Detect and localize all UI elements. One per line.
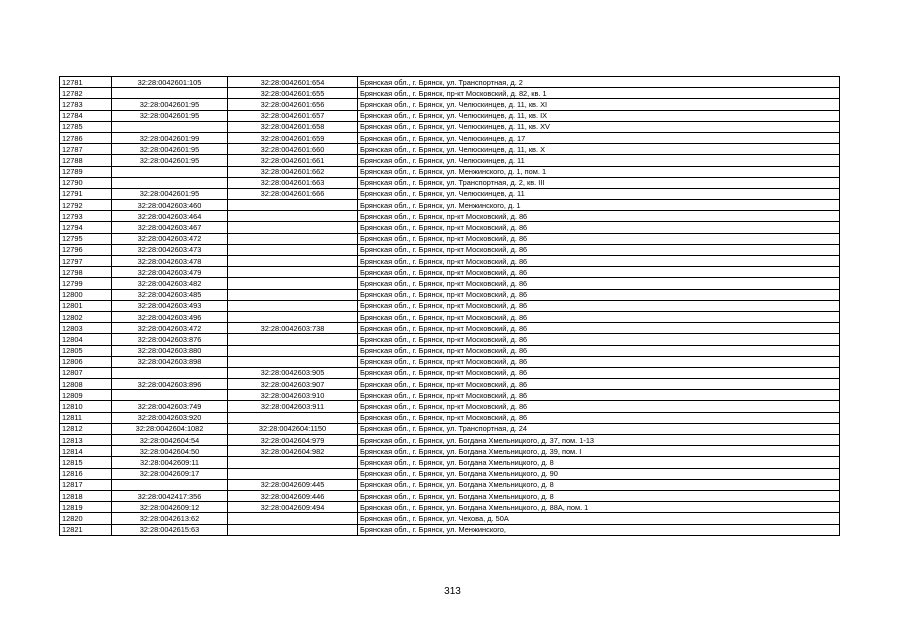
address-cell: Брянская обл., г. Брянск, ул. Челюскинцев, д. 17 (358, 132, 840, 143)
new-cadastral-number-cell (228, 289, 358, 300)
address-cell: Брянская обл., г. Брянск, ул. Богдана Хмельницкого, д. 88А, пом. 1 (358, 502, 840, 513)
new-cadastral-number-cell: 32:28:0042601:663 (228, 177, 358, 188)
table-row (60, 132, 840, 143)
address-cell: Брянская обл., г. Брянск, ул. Транспортная, д. 2, кв. III (358, 177, 840, 188)
page-number: 313 (444, 586, 461, 597)
address-cell: Брянская обл., г. Брянск, пр-кт Московский, д. 86 (358, 412, 840, 423)
old-cadastral-number-cell: 32:28:0042603:876 (112, 334, 228, 345)
old-cadastral-number-cell: 32:28:0042603:478 (112, 256, 228, 267)
row-number-cell: 12801 (60, 300, 112, 311)
address-cell: Брянская обл., г. Брянск, ул. Транспортная, д. 24 (358, 423, 840, 434)
address-cell: Брянская обл., г. Брянск, пр-кт Московский, д. 86 (358, 311, 840, 322)
old-cadastral-number-cell: 32:28:0042603:479 (112, 267, 228, 278)
table-row (60, 457, 840, 468)
address-cell: Брянская обл., г. Брянск, ул. Менжинского, д. 1, пом. 1 (358, 166, 840, 177)
old-cadastral-number-cell: 32:28:0042609:12 (112, 502, 228, 513)
new-cadastral-number-cell (228, 524, 358, 535)
row-number-cell: 12791 (60, 188, 112, 199)
row-number-cell: 12811 (60, 412, 112, 423)
old-cadastral-number-cell: 32:28:0042603:880 (112, 345, 228, 356)
old-cadastral-number-cell: 32:28:0042613:62 (112, 513, 228, 524)
new-cadastral-number-cell (228, 211, 358, 222)
new-cadastral-number-cell (228, 256, 358, 267)
new-cadastral-number-cell: 32:28:0042609:445 (228, 479, 358, 490)
table-row (60, 278, 840, 289)
new-cadastral-number-cell: 32:28:0042609:446 (228, 490, 358, 501)
row-number-cell: 12797 (60, 256, 112, 267)
row-number-cell: 12813 (60, 435, 112, 446)
row-number-cell: 12815 (60, 457, 112, 468)
address-cell: Брянская обл., г. Брянск, пр-кт Московский, д. 86 (358, 244, 840, 255)
address-cell: Брянская обл., г. Брянск, пр-кт Московский, д. 86 (358, 267, 840, 278)
row-number-cell: 12806 (60, 356, 112, 367)
row-number-cell: 12817 (60, 479, 112, 490)
table-row (60, 300, 840, 311)
old-cadastral-number-cell: 32:28:0042603:473 (112, 244, 228, 255)
new-cadastral-number-cell: 32:28:0042603:910 (228, 390, 358, 401)
new-cadastral-number-cell (228, 300, 358, 311)
address-cell: Брянская обл., г. Брянск, ул. Челюскинцев, д. 11 (358, 155, 840, 166)
new-cadastral-number-cell: 32:28:0042601:662 (228, 166, 358, 177)
address-cell: Брянская обл., г. Брянск, ул. Челюскинцев, д. 11, кв. XI (358, 99, 840, 110)
row-number-cell: 12804 (60, 334, 112, 345)
old-cadastral-number-cell: 32:28:0042601:95 (112, 155, 228, 166)
old-cadastral-number-cell: 32:28:0042603:464 (112, 211, 228, 222)
row-number-cell: 12794 (60, 222, 112, 233)
old-cadastral-number-cell: 32:28:0042603:485 (112, 289, 228, 300)
new-cadastral-number-cell (228, 468, 358, 479)
old-cadastral-number-cell (112, 88, 228, 99)
old-cadastral-number-cell: 32:28:0042615:63 (112, 524, 228, 535)
new-cadastral-number-cell (228, 311, 358, 322)
table-row (60, 110, 840, 121)
old-cadastral-number-cell (112, 166, 228, 177)
table-row (60, 155, 840, 166)
address-cell: Брянская обл., г. Брянск, пр-кт Московский, д. 86 (358, 233, 840, 244)
address-cell: Брянская обл., г. Брянск, пр-кт Московский, д. 82, кв. 1 (358, 88, 840, 99)
new-cadastral-number-cell: 32:28:0042601:658 (228, 121, 358, 132)
address-cell: Брянская обл., г. Брянск, ул. Чехова, д. 50А (358, 513, 840, 524)
new-cadastral-number-cell (228, 356, 358, 367)
table-row (60, 479, 840, 490)
old-cadastral-number-cell: 32:28:0042603:482 (112, 278, 228, 289)
table-row (60, 334, 840, 345)
address-cell: Брянская обл., г. Брянск, пр-кт Московский, д. 86 (358, 356, 840, 367)
row-number-cell: 12807 (60, 367, 112, 378)
new-cadastral-number-cell: 32:28:0042601:666 (228, 188, 358, 199)
new-cadastral-number-cell: 32:28:0042601:654 (228, 77, 358, 88)
new-cadastral-number-cell (228, 513, 358, 524)
table-row (60, 323, 840, 334)
new-cadastral-number-cell: 32:28:0042603:907 (228, 379, 358, 390)
table-row (60, 502, 840, 513)
old-cadastral-number-cell (112, 367, 228, 378)
row-number-cell: 12784 (60, 110, 112, 121)
address-cell: Брянская обл., г. Брянск, пр-кт Московский, д. 86 (358, 278, 840, 289)
table-row (60, 99, 840, 110)
new-cadastral-number-cell: 32:28:0042601:655 (228, 88, 358, 99)
old-cadastral-number-cell: 32:28:0042609:11 (112, 457, 228, 468)
row-number-cell: 12816 (60, 468, 112, 479)
new-cadastral-number-cell: 32:28:0042601:659 (228, 132, 358, 143)
new-cadastral-number-cell (228, 412, 358, 423)
old-cadastral-number-cell: 32:28:0042603:898 (112, 356, 228, 367)
new-cadastral-number-cell: 32:28:0042604:1150 (228, 423, 358, 434)
new-cadastral-number-cell: 32:28:0042603:911 (228, 401, 358, 412)
new-cadastral-number-cell (228, 345, 358, 356)
row-number-cell: 12798 (60, 267, 112, 278)
row-number-cell: 12781 (60, 77, 112, 88)
address-cell: Брянская обл., г. Брянск, ул. Богдана Хмельницкого, д. 8 (358, 457, 840, 468)
table-row (60, 222, 840, 233)
new-cadastral-number-cell: 32:28:0042603:738 (228, 323, 358, 334)
row-number-cell: 12812 (60, 423, 112, 434)
row-number-cell: 12787 (60, 144, 112, 155)
table-row (60, 311, 840, 322)
row-number-cell: 12796 (60, 244, 112, 255)
old-cadastral-number-cell (112, 390, 228, 401)
old-cadastral-number-cell: 32:28:0042417:356 (112, 490, 228, 501)
old-cadastral-number-cell: 32:28:0042603:920 (112, 412, 228, 423)
table-row (60, 244, 840, 255)
new-cadastral-number-cell: 32:28:0042601:661 (228, 155, 358, 166)
address-cell: Брянская обл., г. Брянск, пр-кт Московский, д. 86 (358, 345, 840, 356)
row-number-cell: 12788 (60, 155, 112, 166)
table-row (60, 289, 840, 300)
row-number-cell: 12818 (60, 490, 112, 501)
address-cell: Брянская обл., г. Брянск, ул. Челюскинцев, д. 11 (358, 188, 840, 199)
table-row (60, 166, 840, 177)
table-row (60, 88, 840, 99)
old-cadastral-number-cell: 32:28:0042609:17 (112, 468, 228, 479)
new-cadastral-number-cell (228, 244, 358, 255)
table-row (60, 446, 840, 457)
table-row (60, 121, 840, 132)
table-row (60, 423, 840, 434)
table-row (60, 267, 840, 278)
address-cell: Брянская обл., г. Брянск, пр-кт Московский, д. 86 (358, 222, 840, 233)
table-row (60, 77, 840, 88)
table-row (60, 524, 840, 535)
row-number-cell: 12790 (60, 177, 112, 188)
old-cadastral-number-cell: 32:28:0042601:95 (112, 188, 228, 199)
address-cell: Брянская обл., г. Брянск, пр-кт Московский, д. 86 (358, 401, 840, 412)
table-row (60, 356, 840, 367)
address-cell: Брянская обл., г. Брянск, пр-кт Московский, д. 86 (358, 367, 840, 378)
row-number-cell: 12785 (60, 121, 112, 132)
new-cadastral-number-cell: 32:28:0042604:979 (228, 435, 358, 446)
address-cell: Брянская обл., г. Брянск, ул. Транспортная, д. 2 (358, 77, 840, 88)
table-row (60, 200, 840, 211)
old-cadastral-number-cell: 32:28:0042604:1082 (112, 423, 228, 434)
address-cell: Брянская обл., г. Брянск, пр-кт Московский, д. 86 (358, 211, 840, 222)
address-cell: Брянская обл., г. Брянск, пр-кт Московский, д. 86 (358, 289, 840, 300)
row-number-cell: 12793 (60, 211, 112, 222)
row-number-cell: 12800 (60, 289, 112, 300)
old-cadastral-number-cell: 32:28:0042601:99 (112, 132, 228, 143)
row-number-cell: 12789 (60, 166, 112, 177)
old-cadastral-number-cell: 32:28:0042604:54 (112, 435, 228, 446)
row-number-cell: 12819 (60, 502, 112, 513)
row-number-cell: 12814 (60, 446, 112, 457)
old-cadastral-number-cell: 32:28:0042601:95 (112, 144, 228, 155)
address-cell: Брянская обл., г. Брянск, ул. Богдана Хмельницкого, д. 90 (358, 468, 840, 479)
table-body (60, 77, 840, 536)
new-cadastral-number-cell (228, 278, 358, 289)
new-cadastral-number-cell: 32:28:0042601:656 (228, 99, 358, 110)
address-cell: Брянская обл., г. Брянск, ул. Богдана Хмельницкого, д. 37, пом. 1-13 (358, 435, 840, 446)
row-number-cell: 12786 (60, 132, 112, 143)
address-cell: Брянская обл., г. Брянск, пр-кт Московский, д. 86 (358, 379, 840, 390)
table-row (60, 188, 840, 199)
row-number-cell: 12805 (60, 345, 112, 356)
address-cell: Брянская обл., г. Брянск, пр-кт Московский, д. 86 (358, 323, 840, 334)
table-row (60, 177, 840, 188)
row-number-cell: 12792 (60, 200, 112, 211)
old-cadastral-number-cell: 32:28:0042603:467 (112, 222, 228, 233)
new-cadastral-number-cell: 32:28:0042604:982 (228, 446, 358, 457)
old-cadastral-number-cell: 32:28:0042603:749 (112, 401, 228, 412)
old-cadastral-number-cell: 32:28:0042603:472 (112, 233, 228, 244)
address-cell: Брянская обл., г. Брянск, ул. Челюскинцев, д. 11, кв. IX (358, 110, 840, 121)
table-row (60, 401, 840, 412)
old-cadastral-number-cell: 32:28:0042603:493 (112, 300, 228, 311)
new-cadastral-number-cell: 32:28:0042609:494 (228, 502, 358, 513)
old-cadastral-number-cell: 32:28:0042601:95 (112, 99, 228, 110)
row-number-cell: 12803 (60, 323, 112, 334)
address-cell: Брянская обл., г. Брянск, ул. Богдана Хмельницкого, д. 8 (358, 479, 840, 490)
table-row (60, 256, 840, 267)
new-cadastral-number-cell (228, 457, 358, 468)
cadastral-registry-table (59, 76, 840, 536)
table-row (60, 490, 840, 501)
table-row (60, 390, 840, 401)
table-row (60, 513, 840, 524)
new-cadastral-number-cell: 32:28:0042601:660 (228, 144, 358, 155)
old-cadastral-number-cell: 32:28:0042603:472 (112, 323, 228, 334)
address-cell: Брянская обл., г. Брянск, ул. Челюскинцев, д. 11, кв. XV (358, 121, 840, 132)
old-cadastral-number-cell: 32:28:0042601:105 (112, 77, 228, 88)
old-cadastral-number-cell: 32:28:0042603:460 (112, 200, 228, 211)
table-row (60, 435, 840, 446)
old-cadastral-number-cell: 32:28:0042603:496 (112, 311, 228, 322)
table-row (60, 345, 840, 356)
old-cadastral-number-cell: 32:28:0042603:896 (112, 379, 228, 390)
row-number-cell: 12783 (60, 99, 112, 110)
table-row (60, 144, 840, 155)
address-cell: Брянская обл., г. Брянск, ул. Богдана Хмельницкого, д. 39, пом. I (358, 446, 840, 457)
new-cadastral-number-cell (228, 222, 358, 233)
address-cell: Брянская обл., г. Брянск, ул. Менжинского, (358, 524, 840, 535)
new-cadastral-number-cell: 32:28:0042601:657 (228, 110, 358, 121)
old-cadastral-number-cell (112, 479, 228, 490)
old-cadastral-number-cell (112, 121, 228, 132)
row-number-cell: 12802 (60, 311, 112, 322)
old-cadastral-number-cell: 32:28:0042601:95 (112, 110, 228, 121)
address-cell: Брянская обл., г. Брянск, пр-кт Московский, д. 86 (358, 390, 840, 401)
new-cadastral-number-cell (228, 200, 358, 211)
address-cell: Брянская обл., г. Брянск, ул. Богдана Хмельницкого, д. 8 (358, 490, 840, 501)
table-row (60, 233, 840, 244)
row-number-cell: 12782 (60, 88, 112, 99)
address-cell: Брянская обл., г. Брянск, пр-кт Московский, д. 86 (358, 256, 840, 267)
row-number-cell: 12809 (60, 390, 112, 401)
old-cadastral-number-cell: 32:28:0042604:50 (112, 446, 228, 457)
address-cell: Брянская обл., г. Брянск, пр-кт Московский, д. 86 (358, 334, 840, 345)
address-cell: Брянская обл., г. Брянск, пр-кт Московский, д. 86 (358, 300, 840, 311)
row-number-cell: 12795 (60, 233, 112, 244)
new-cadastral-number-cell (228, 233, 358, 244)
new-cadastral-number-cell (228, 334, 358, 345)
address-cell: Брянская обл., г. Брянск, ул. Менжинского, д. 1 (358, 200, 840, 211)
table-row (60, 367, 840, 378)
table-row (60, 379, 840, 390)
table-row (60, 211, 840, 222)
row-number-cell: 12820 (60, 513, 112, 524)
table-row (60, 412, 840, 423)
row-number-cell: 12821 (60, 524, 112, 535)
row-number-cell: 12808 (60, 379, 112, 390)
table-row (60, 468, 840, 479)
old-cadastral-number-cell (112, 177, 228, 188)
address-cell: Брянская обл., г. Брянск, ул. Челюскинцев, д. 11, кв. X (358, 144, 840, 155)
new-cadastral-number-cell: 32:28:0042603:905 (228, 367, 358, 378)
row-number-cell: 12799 (60, 278, 112, 289)
new-cadastral-number-cell (228, 267, 358, 278)
row-number-cell: 12810 (60, 401, 112, 412)
